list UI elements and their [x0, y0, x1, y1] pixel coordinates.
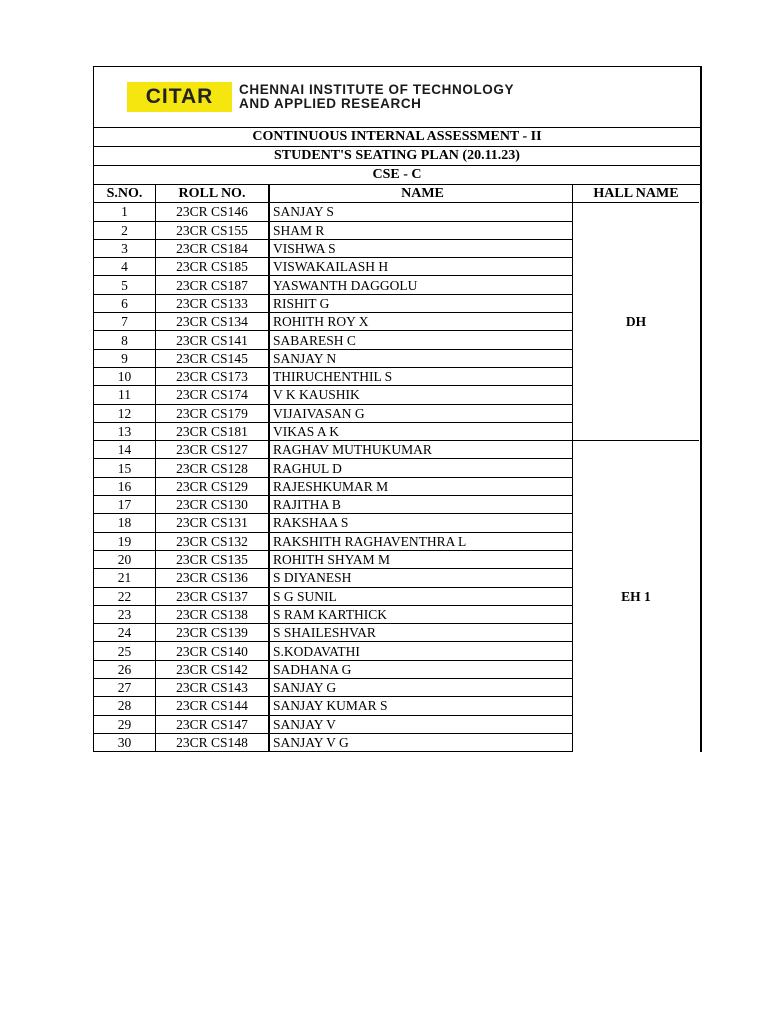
- name-cell: V K KAUSHIK: [269, 386, 573, 404]
- sno-cell: 25: [94, 642, 156, 660]
- column-header-sno: S.NO.: [94, 185, 156, 203]
- roll-no-cell: 23CR CS187: [156, 276, 270, 294]
- roll-no-cell: 23CR CS136: [156, 569, 270, 587]
- name-cell: SANJAY KUMAR S: [269, 697, 573, 715]
- table-row: [94, 441, 699, 459]
- sno-cell: 20: [94, 550, 156, 568]
- name-cell: RAGHUL D: [269, 459, 573, 477]
- roll-no-cell: 23CR CS132: [156, 532, 270, 550]
- name-cell: S.KODAVATHI: [269, 642, 573, 660]
- roll-no-cell: 23CR CS174: [156, 386, 270, 404]
- sno-cell: 7: [94, 313, 156, 331]
- sno-cell: 29: [94, 715, 156, 733]
- seating-table: [94, 185, 699, 752]
- sno-cell: 21: [94, 569, 156, 587]
- name-cell: THIRUCHENTHIL S: [269, 367, 573, 385]
- roll-no-cell: 23CR CS179: [156, 404, 270, 422]
- sno-cell: 17: [94, 496, 156, 514]
- logo-text: CITAR: [145, 85, 214, 108]
- name-cell: SANJAY S: [269, 203, 573, 221]
- column-header-name: NAME: [269, 185, 573, 203]
- sno-cell: 4: [94, 258, 156, 276]
- sno-cell: 11: [94, 386, 156, 404]
- roll-no-cell: 23CR CS184: [156, 239, 270, 257]
- column-header-hall: HALL NAME: [573, 185, 700, 203]
- name-cell: SANJAY N: [269, 349, 573, 367]
- name-cell: RAKSHAA S: [269, 514, 573, 532]
- table-header-row: [94, 185, 699, 203]
- seating-plan-sheet: [93, 66, 702, 752]
- name-cell: S DIYANESH: [269, 569, 573, 587]
- name-cell: RAJESHKUMAR M: [269, 477, 573, 495]
- seating-plan-title: STUDENT'S SEATING PLAN (20.11.23): [94, 147, 700, 166]
- roll-no-cell: 23CR CS137: [156, 587, 270, 605]
- column-header-roll: ROLL NO.: [156, 185, 270, 203]
- name-cell: RAJITHA B: [269, 496, 573, 514]
- roll-no-cell: 23CR CS181: [156, 422, 270, 440]
- roll-no-cell: 23CR CS145: [156, 349, 270, 367]
- roll-no-cell: 23CR CS146: [156, 203, 270, 221]
- roll-no-cell: 23CR CS148: [156, 733, 270, 751]
- table-row: [94, 203, 699, 221]
- name-cell: SANJAY G: [269, 679, 573, 697]
- sno-cell: 2: [94, 221, 156, 239]
- sno-cell: 5: [94, 276, 156, 294]
- sno-cell: 26: [94, 660, 156, 678]
- sno-cell: 28: [94, 697, 156, 715]
- name-cell: RAKSHITH RAGHAVENTHRA L: [269, 532, 573, 550]
- name-cell: ROHITH SHYAM M: [269, 550, 573, 568]
- roll-no-cell: 23CR CS135: [156, 550, 270, 568]
- name-cell: SANJAY V: [269, 715, 573, 733]
- name-cell: RISHIT G: [269, 294, 573, 312]
- roll-no-cell: 23CR CS185: [156, 258, 270, 276]
- sno-cell: 13: [94, 422, 156, 440]
- name-cell: VIKAS A K: [269, 422, 573, 440]
- sno-cell: 1: [94, 203, 156, 221]
- institute-name-line1: CHENNAI INSTITUTE OF TECHNOLOGY: [239, 82, 515, 97]
- roll-no-cell: 23CR CS138: [156, 605, 270, 623]
- sno-cell: 10: [94, 367, 156, 385]
- hall-name-cell: EH 1: [621, 588, 651, 604]
- sno-cell: 30: [94, 733, 156, 751]
- name-cell: RAGHAV MUTHUKUMAR: [269, 441, 573, 459]
- sno-cell: 3: [94, 239, 156, 257]
- roll-no-cell: 23CR CS142: [156, 660, 270, 678]
- sno-cell: 24: [94, 624, 156, 642]
- name-cell: VISWAKAILASH H: [269, 258, 573, 276]
- citar-logo: [127, 82, 232, 112]
- institute-name-line2: AND APPLIED RESEARCH: [239, 96, 422, 111]
- roll-no-cell: 23CR CS144: [156, 697, 270, 715]
- roll-no-cell: 23CR CS134: [156, 313, 270, 331]
- sno-cell: 22: [94, 587, 156, 605]
- roll-no-cell: 23CR CS173: [156, 367, 270, 385]
- sno-cell: 8: [94, 331, 156, 349]
- roll-no-cell: 23CR CS129: [156, 477, 270, 495]
- table-body: [94, 203, 699, 752]
- roll-no-cell: 23CR CS141: [156, 331, 270, 349]
- name-cell: ROHITH ROY X: [269, 313, 573, 331]
- name-cell: SABARESH C: [269, 331, 573, 349]
- sno-cell: 9: [94, 349, 156, 367]
- roll-no-cell: 23CR CS130: [156, 496, 270, 514]
- header-logo-row: [94, 67, 700, 128]
- name-cell: S RAM KARTHICK: [269, 605, 573, 623]
- institute-name: [239, 83, 514, 111]
- sno-cell: 15: [94, 459, 156, 477]
- roll-no-cell: 23CR CS140: [156, 642, 270, 660]
- class-title: CSE - C: [94, 166, 700, 185]
- name-cell: YASWANTH DAGGOLU: [269, 276, 573, 294]
- roll-no-cell: 23CR CS139: [156, 624, 270, 642]
- sno-cell: 23: [94, 605, 156, 623]
- name-cell: VISHWA S: [269, 239, 573, 257]
- sno-cell: 6: [94, 294, 156, 312]
- name-cell: SANJAY V G: [269, 733, 573, 751]
- roll-no-cell: 23CR CS147: [156, 715, 270, 733]
- name-cell: SHAM R: [269, 221, 573, 239]
- name-cell: S G SUNIL: [269, 587, 573, 605]
- sno-cell: 16: [94, 477, 156, 495]
- sno-cell: 14: [94, 441, 156, 459]
- sno-cell: 12: [94, 404, 156, 422]
- roll-no-cell: 23CR CS127: [156, 441, 270, 459]
- roll-no-cell: 23CR CS143: [156, 679, 270, 697]
- assessment-title: CONTINUOUS INTERNAL ASSESSMENT - II: [94, 128, 700, 147]
- sno-cell: 18: [94, 514, 156, 532]
- name-cell: S SHAILESHVAR: [269, 624, 573, 642]
- roll-no-cell: 23CR CS128: [156, 459, 270, 477]
- name-cell: SADHANA G: [269, 660, 573, 678]
- hall-name-cell: DH: [573, 203, 700, 441]
- sno-cell: 19: [94, 532, 156, 550]
- name-cell: VIJAIVASAN G: [269, 404, 573, 422]
- roll-no-cell: 23CR CS133: [156, 294, 270, 312]
- sno-cell: 27: [94, 679, 156, 697]
- roll-no-cell: 23CR CS155: [156, 221, 270, 239]
- roll-no-cell: 23CR CS131: [156, 514, 270, 532]
